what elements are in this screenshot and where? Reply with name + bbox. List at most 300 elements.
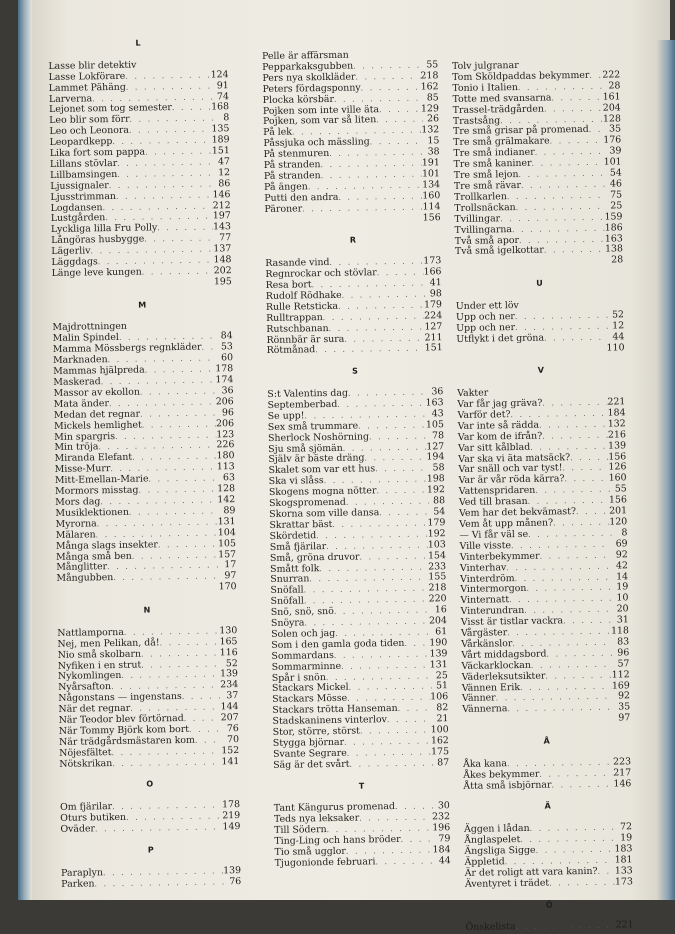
entry-page: 98 <box>426 289 442 300</box>
entry-title: Resa bort <box>266 280 312 292</box>
entry-title: Vännerna <box>462 705 507 717</box>
entry-title: Var sitt kålblad <box>458 442 530 454</box>
entry-page: 148 <box>213 255 231 266</box>
entry-page: 160 <box>422 191 440 202</box>
entry-page: 156 <box>608 452 626 463</box>
entry-page: 139 <box>429 649 447 660</box>
entry-page: 144 <box>221 702 239 713</box>
entry-title: Mors dag <box>55 497 100 509</box>
entry-page: 128 <box>217 484 235 495</box>
entry-title: Vakter <box>457 389 488 400</box>
entry-title: Var snäll och var tyst! <box>458 464 562 477</box>
entry-title: Tom Sköldpaddas bekymmer <box>452 71 589 84</box>
entry-page: 69 <box>612 539 628 550</box>
entry-title: Rasande vind <box>265 258 329 270</box>
entry-title: Väckarklockan <box>461 661 531 673</box>
entry-title: Om fjärilar <box>60 802 112 814</box>
entry-title: Mitt-Emellan-Marie <box>55 475 149 487</box>
entry-title: Tre små kaniner <box>454 159 532 171</box>
entry-page: 114 <box>422 202 440 213</box>
entry-page: 218 <box>428 583 446 594</box>
entry-page: 25 <box>432 671 448 682</box>
entry-page: 194 <box>426 453 444 464</box>
entry-page: 211 <box>425 333 443 344</box>
section-letter: O <box>60 779 240 793</box>
entry-page: 61 <box>431 627 447 638</box>
entry-title: Äventyret i trädet <box>465 878 549 890</box>
leader-dots <box>544 245 605 257</box>
entry-page: 51 <box>432 682 448 693</box>
entry-title: Önskelista <box>466 922 516 934</box>
section-letter: M <box>52 299 232 313</box>
entry-title: Ljussignaler <box>50 181 109 193</box>
leader-dots <box>401 834 435 845</box>
entry-page: 124 <box>211 70 229 81</box>
entry-page: 74 <box>213 92 229 103</box>
entry-page: 221 <box>616 921 634 932</box>
entry-page: 37 <box>222 691 238 702</box>
entry-page: 63 <box>219 473 235 484</box>
entry-page: 192 <box>428 529 446 540</box>
entry-title: Pepparkaksgubben <box>262 61 353 73</box>
entry-title: Tre små grisar på promenad <box>453 125 589 138</box>
entry-title: Teds nya leksaker <box>274 814 359 826</box>
entry-page: 53 <box>217 342 233 353</box>
entry-page: 75 <box>606 190 622 201</box>
leader-dots <box>376 486 427 498</box>
entry-page: 170 <box>219 582 237 593</box>
entry-title: Leo och Leonora <box>49 126 129 138</box>
entry-title: Stygga björnar <box>273 738 344 750</box>
entry-page: 42 <box>612 561 628 572</box>
entry-title: Stor, större, störst <box>273 727 360 739</box>
entry-title: Trollkarlen <box>454 192 507 204</box>
entry-page: 141 <box>221 757 239 768</box>
entry-page: 184 <box>433 845 451 856</box>
entry-page: 60 <box>217 353 233 364</box>
entry-title: Misse-Murr <box>55 464 111 476</box>
section-letter: Ö <box>465 899 633 913</box>
entry-page: 178 <box>222 800 240 811</box>
entry-page: 10 <box>612 594 628 605</box>
entry-title: Vårgäster <box>461 628 507 640</box>
section-letter: L <box>48 37 228 51</box>
entry-page: 207 <box>221 713 239 724</box>
section-letter: S <box>267 365 443 379</box>
entry-page: 8 <box>611 528 627 539</box>
entry-page: 96 <box>218 408 234 419</box>
entry-title: Skogens mogna nötter <box>269 486 377 499</box>
entry-page: 196 <box>432 823 450 834</box>
entry-page: 189 <box>212 135 230 146</box>
entry-title: Mata änder <box>54 399 109 411</box>
entry-page: 17 <box>220 561 236 572</box>
leader-dots <box>375 464 429 476</box>
leader-dots <box>379 507 429 519</box>
index-column-1 <box>48 37 241 890</box>
entry-title: Väderleksutsikter <box>462 671 546 683</box>
entry-page: 176 <box>603 136 621 147</box>
entry-page: 8 <box>213 113 229 124</box>
entry-page: 36 <box>427 387 443 398</box>
entry-page: 181 <box>615 855 633 866</box>
entry-page: 84 <box>217 332 233 343</box>
entry-title: Miranda Elefant <box>55 453 133 465</box>
entry-title: Pelle är affärsman <box>262 51 349 63</box>
entry-title: Upp och ner <box>456 323 515 335</box>
entry-title: Pojken som inte ville äta <box>263 105 379 118</box>
entry-page: 132 <box>421 126 439 137</box>
entry-page: 12 <box>608 321 624 332</box>
entry-page: 52 <box>222 659 238 670</box>
leader-dots <box>570 452 608 464</box>
entry-page: 165 <box>219 637 237 648</box>
entry-title: Lillbamsingen <box>50 170 117 182</box>
entry-title: Tvillingarna <box>455 225 512 237</box>
entry-title: Tolv julgranar <box>452 61 519 73</box>
leader-dots <box>302 202 423 215</box>
entry-page: 135 <box>211 124 229 135</box>
entry-page: 149 <box>222 822 240 833</box>
entry-page: 70 <box>223 735 239 746</box>
book-binding <box>18 0 32 900</box>
entry-title: Tvillingar <box>454 214 500 226</box>
entry-page: 143 <box>213 223 231 234</box>
entry-title: Rulltrappan <box>266 313 323 325</box>
entry-title: Smått folk <box>270 564 319 576</box>
entry-page: 186 <box>605 223 623 234</box>
entry-page: 123 <box>216 430 234 441</box>
entry-title: Skördetid <box>270 531 317 543</box>
entry-page: 101 <box>422 169 440 180</box>
entry-page: 131 <box>430 660 448 671</box>
entry-title: Snö, snö, snö <box>271 607 334 619</box>
entry-page: 118 <box>611 626 629 637</box>
entry-title: Sex små trummare <box>268 421 358 433</box>
entry-page: 191 <box>422 158 440 169</box>
entry-page: 156 <box>609 495 627 506</box>
entry-page: 76 <box>225 877 241 888</box>
entry-page: 146 <box>613 779 631 790</box>
leader-dots <box>549 877 615 889</box>
entry-page: 178 <box>215 364 233 375</box>
leader-dots <box>551 779 613 791</box>
section-letter: P <box>61 844 241 858</box>
entry-title: Vännen Erik <box>462 683 520 695</box>
leader-dots <box>172 103 211 115</box>
section-letter: Å <box>463 735 631 749</box>
entry-title: Många små ben <box>56 551 132 563</box>
entry-title: Medan det regnar <box>54 409 140 421</box>
entry-page: 57 <box>613 659 629 670</box>
entry-page: 162 <box>431 736 449 747</box>
entry-page: 139 <box>220 670 238 681</box>
index-entry <box>466 921 634 934</box>
entry-title: Peters fördagsponny <box>263 83 361 95</box>
entry-title: Åtta små isbjörnar <box>463 780 551 792</box>
entry-page: 110 <box>607 343 625 354</box>
entry-page: 54 <box>606 168 622 179</box>
entry-title: Skrattar bäst <box>269 520 332 532</box>
entry-title: Är det roligt att vara kanin? <box>465 867 598 880</box>
entry-title: Vem har det bekvämast? <box>459 507 576 520</box>
entry-title: Svante Segrare <box>273 749 347 761</box>
section-letter: T <box>273 780 449 794</box>
entry-title: Lägerliv <box>51 247 90 259</box>
entry-page: 103 <box>428 540 446 551</box>
entry-title: Långöras husbygge <box>51 235 144 247</box>
entry-title: Själv är bäste dräng <box>268 454 364 466</box>
entry-page: 222 <box>602 70 620 81</box>
entry-title: Var får jag gräva? <box>457 399 542 411</box>
entry-title: På stenmuren <box>264 149 330 161</box>
entry-title: Paraplyn <box>61 868 103 880</box>
entry-title: Tjugonionde februari <box>275 857 376 869</box>
entry-page: 43 <box>428 409 444 420</box>
leader-dots <box>564 474 608 486</box>
entry-title: Var kom de ifrån? <box>458 431 542 443</box>
section-letter: R <box>265 235 441 249</box>
entry-title: Nattlamporna <box>57 628 124 640</box>
entry-title: S:t Valentins dag <box>267 389 348 401</box>
entry-title: Till Södern <box>274 825 327 837</box>
entry-title: Tonio i Italien <box>452 83 518 95</box>
entry-page: 218 <box>420 71 438 82</box>
entry-title: Tre små grälmakare <box>453 137 550 149</box>
entry-title: Vinterundran <box>461 606 525 618</box>
entry-page: 206 <box>216 419 234 430</box>
entry-page: 21 <box>432 714 448 725</box>
entry-page: 192 <box>427 485 445 496</box>
leader-dots <box>562 463 608 475</box>
entry-page: 31 <box>613 615 629 626</box>
entry-title: Sommarminne <box>272 661 342 673</box>
entry-title: Länge leve kungen <box>52 268 142 280</box>
entry-title: Nöjesfältet <box>59 748 111 760</box>
index-column-2 <box>262 49 451 869</box>
entry-title: Sommardans <box>271 651 334 663</box>
entry-title: När Teodor blev förtörnad <box>59 714 184 727</box>
entry-title: Ved till brasan <box>459 497 528 509</box>
entry-title: Varför det? <box>457 410 510 422</box>
entry-title: Musiklektionen <box>55 508 129 520</box>
entry-page: 52 <box>608 310 624 321</box>
entry-title: Stackars Mösse <box>272 694 347 706</box>
entry-title: När trädgårdsmästaren kom <box>59 736 195 749</box>
entry-page: 166 <box>423 267 441 278</box>
entry-title: Septemberbad <box>267 400 337 412</box>
leader-dots <box>404 638 429 649</box>
entry-title: Rulle Retsticka <box>266 302 338 314</box>
entry-page: 126 <box>608 463 626 474</box>
entry-page: 183 <box>614 844 632 855</box>
entry-title: Små, gröna druvor <box>270 552 360 564</box>
entry-page: 175 <box>431 747 449 758</box>
entry-title: Nyfiken i en strut <box>58 660 142 672</box>
leader-dots <box>95 822 223 835</box>
entry-title: Rötmånad <box>267 346 316 358</box>
leader-dots <box>376 115 423 127</box>
leader-dots <box>553 518 609 530</box>
entry-page: 184 <box>608 408 626 419</box>
entry-title: På ängen <box>264 182 308 194</box>
entry-title: Åkes bekymmer <box>463 769 539 781</box>
entry-title: Lammet Pähäng <box>49 82 126 94</box>
entry-title: Små fjärilar <box>270 542 327 554</box>
section-letter: V <box>457 365 625 379</box>
entry-title: Mamma Mössbergs regnkläder <box>53 343 202 356</box>
entry-page: 19 <box>612 583 628 594</box>
entry-page: 221 <box>607 397 625 408</box>
leader-dots <box>398 704 433 715</box>
entry-page: 26 <box>423 115 439 126</box>
entry-title: Åka kana <box>463 759 507 771</box>
entry-page: 113 <box>217 462 235 473</box>
entry-page: 179 <box>424 300 442 311</box>
entry-page: 139 <box>608 441 626 452</box>
entry-page: 206 <box>216 397 234 408</box>
entry-page: 128 <box>603 114 621 125</box>
entry-page: 197 <box>213 212 231 223</box>
entry-title: Snurran <box>270 575 309 587</box>
section-letter: N <box>57 604 237 618</box>
entry-title: Tre små lejon <box>454 170 519 182</box>
entry-page: 129 <box>421 104 439 115</box>
entry-page: 139 <box>223 866 241 877</box>
entry-title: Pers nya skolkläder <box>262 72 355 84</box>
entry-page: 157 <box>218 550 236 561</box>
entry-title: Plocka körsbär <box>263 95 334 107</box>
entry-page: 134 <box>422 180 440 191</box>
entry-title: Ska vi slåss <box>269 476 324 488</box>
entry-page: 47 <box>214 157 230 168</box>
entry-title: Som i den gamla goda tiden <box>271 639 404 652</box>
entry-title: Spår i snön <box>272 673 326 685</box>
entry-page: 72 <box>616 823 632 834</box>
entry-title: Snöfall <box>271 597 304 608</box>
entry-page: 55 <box>611 485 627 496</box>
entry-title: Tre små rävar <box>454 181 521 193</box>
leader-dots <box>370 137 424 149</box>
entry-page: 19 <box>616 833 632 844</box>
entry-title: Tio små ugglor <box>275 847 346 859</box>
entry-title: Totte med svansarna <box>453 93 552 105</box>
entry-title: Malin Spindel <box>53 333 119 345</box>
entry-page: 180 <box>217 451 235 462</box>
entry-title: Min tröja <box>54 443 98 455</box>
entry-title: När det regnar <box>58 704 130 716</box>
entry-title: Tant Kängurus promenad <box>274 802 395 815</box>
entry-page: 12 <box>214 168 230 179</box>
leader-dots <box>387 715 433 727</box>
entry-page: 78 <box>428 431 444 442</box>
entry-title: Nio små skolbarn <box>58 649 142 661</box>
entry-page: 162 <box>421 82 439 93</box>
section-letter: Ä <box>464 801 632 815</box>
entry-title: Lustgården <box>51 214 106 226</box>
entry-title: Majdrottningen <box>52 322 127 334</box>
entry-page: 16 <box>431 605 447 616</box>
entry-title: Putti den andra <box>264 193 338 205</box>
entry-title: Skogspromenad <box>269 498 346 510</box>
entry-title: Trastsång <box>453 116 501 128</box>
leader-dots <box>377 268 424 280</box>
entry-page: 14 <box>612 572 628 583</box>
entry-title: Se upp! <box>268 411 305 422</box>
entry-title: Upp och ner <box>456 312 515 324</box>
entry-page: 226 <box>216 441 234 452</box>
entry-title: Nyårsafton <box>58 682 111 694</box>
entry-title: Ängsliga Sigge <box>464 846 535 858</box>
entry-title: Mångubben <box>56 573 113 585</box>
entry-page: 30 <box>434 802 450 813</box>
entry-page: 101 <box>604 158 622 169</box>
entry-title: Lasse Lokförare <box>49 71 126 83</box>
leader-dots <box>597 866 614 877</box>
entry-title: Stackars trötta Hanseman <box>272 704 397 717</box>
entry-title: Visst är tistlar vackra <box>461 616 563 629</box>
entry-title: Larverna <box>49 94 92 106</box>
entry-page: 156 <box>423 213 441 224</box>
entry-page: 163 <box>426 398 444 409</box>
entry-page: 224 <box>424 311 442 322</box>
entry-title: Ljusstrimman <box>50 192 116 204</box>
entry-page: 83 <box>613 637 629 648</box>
entry-page: 151 <box>212 146 230 157</box>
entry-page: 44 <box>608 332 624 343</box>
entry-page: 92 <box>614 692 630 703</box>
entry-title: Vänner <box>462 694 496 705</box>
entry-page: 173 <box>423 256 441 267</box>
entry-title: Regnrockar och stövlar <box>265 268 376 281</box>
index-column-3 <box>452 59 634 934</box>
entry-title: Ting-Ling och hans bröder <box>274 835 400 848</box>
entry-page: 133 <box>615 866 633 877</box>
entry-page: 91 <box>213 81 229 92</box>
entry-page: 137 <box>213 244 231 255</box>
entry-page: 154 <box>428 551 446 562</box>
entry-page: 234 <box>220 680 238 691</box>
entry-title: Två små igelkottar <box>455 246 544 258</box>
entry-title: Leopardkepp <box>50 137 113 149</box>
entry-page: 161 <box>603 92 621 103</box>
entry-page: 219 <box>222 811 240 822</box>
entry-title: Logdansen <box>51 203 103 215</box>
entry-page: 151 <box>425 344 443 355</box>
entry-page: 76 <box>223 724 239 735</box>
entry-title: Lasse blir detektiv <box>48 60 136 72</box>
entry-title: När Tommy Björk kom bort <box>59 725 189 738</box>
entry-page: 55 <box>422 60 438 71</box>
entry-title: Sherlock Noshörning <box>268 432 369 444</box>
entry-title: Stadskaninens vinterlov <box>272 715 387 728</box>
leader-dots <box>544 332 608 344</box>
entry-title: På stranden <box>264 171 321 183</box>
entry-title: Marknaden <box>53 355 108 367</box>
entry-page: 152 <box>221 746 239 757</box>
section-letter: U <box>455 277 623 291</box>
entry-title: Vinternatt <box>460 595 509 607</box>
entry-title: Snöfall <box>270 586 303 597</box>
entry-page: 212 <box>213 201 231 212</box>
entry-title: Päroner <box>264 204 302 215</box>
entry-title: Lillans stövlar <box>50 159 117 171</box>
entry-page: 174 <box>215 375 233 386</box>
entry-page: 173 <box>615 877 633 888</box>
entry-title: Vårt middagsbord <box>461 649 546 661</box>
entry-title: Maskerad <box>53 377 100 389</box>
entry-page: 204 <box>603 103 621 114</box>
